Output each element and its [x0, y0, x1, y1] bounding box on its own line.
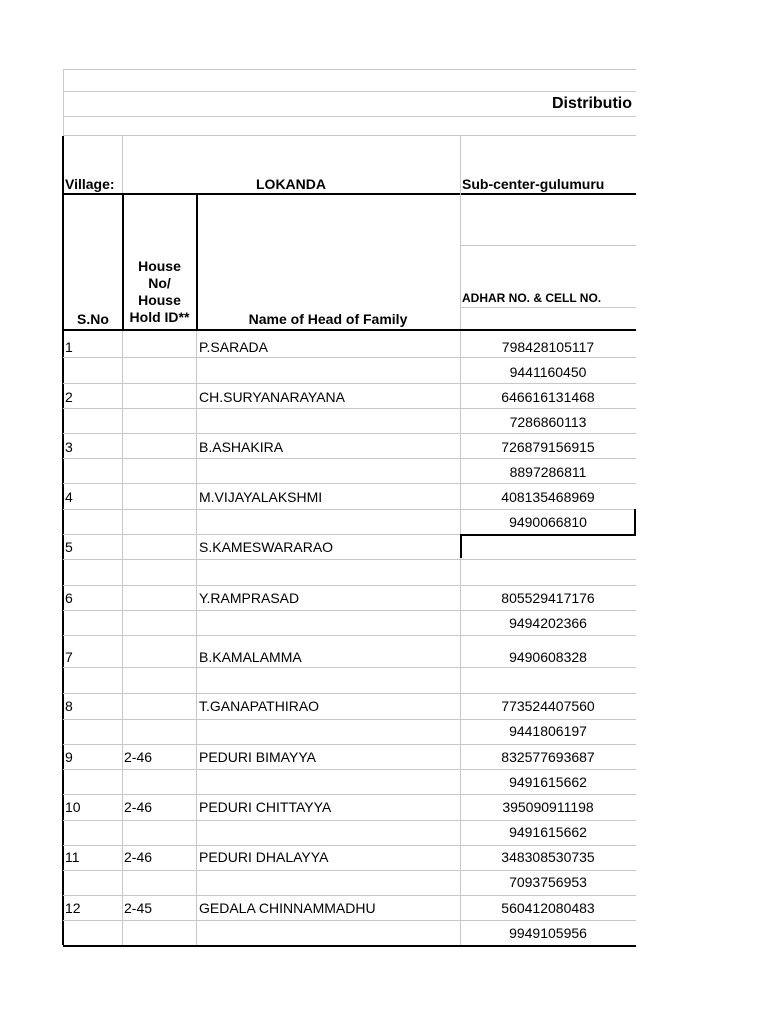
cell-sno: 5	[65, 539, 73, 555]
cell-adhar: 726879156915	[501, 439, 595, 455]
row-border	[63, 744, 636, 745]
row-border	[63, 408, 636, 409]
row-border	[63, 769, 636, 770]
cell-adhar: 646616131468	[501, 389, 595, 405]
row-border	[63, 794, 636, 795]
row-border	[63, 895, 636, 896]
row-border	[63, 693, 636, 694]
cell-adhar: 798428105117	[501, 339, 595, 355]
row-border	[63, 945, 636, 947]
cell-house: 2-46	[124, 749, 153, 765]
cell-adhar: 773524407560	[501, 698, 595, 714]
cell-adhar: 560412080483	[501, 900, 595, 916]
cell-sno: 8	[65, 698, 73, 714]
row-border	[63, 69, 636, 70]
row-border	[63, 91, 636, 92]
cell-sno: 1	[65, 339, 73, 355]
row-border	[63, 433, 636, 434]
col-border	[196, 330, 197, 945]
cell-phone: 8897286811	[509, 464, 587, 480]
row-border	[63, 610, 636, 611]
cell-phone: 7286860113	[509, 414, 587, 430]
cell-phone: 9441806197	[509, 723, 587, 739]
col-border	[122, 330, 123, 945]
village-label: Village:	[65, 176, 115, 192]
cell-sno: 12	[65, 900, 81, 916]
cell-name: P.SARADA	[199, 339, 268, 355]
cell-name: B.KAMALAMMA	[199, 649, 302, 665]
cell-name: T.GANAPATHIRAO	[199, 698, 320, 714]
row-border	[63, 820, 636, 821]
cell-name: S.KAMESWARARAO	[199, 539, 334, 555]
col-border	[460, 330, 461, 945]
cell-name: M.VIJAYALAKSHMI	[199, 489, 323, 505]
cell-name: B.ASHAKIRA	[199, 439, 284, 455]
cell-name: Y.RAMPRASAD	[199, 590, 300, 606]
row-border	[63, 383, 636, 384]
cell-house: 2-46	[124, 799, 153, 815]
row-border	[63, 719, 636, 720]
row-border	[63, 585, 636, 586]
cell-house: 2-45	[124, 900, 153, 916]
row-border	[63, 845, 636, 846]
cell-adhar: 395090911198	[502, 799, 594, 815]
column-header-house: House No/ House Hold ID**	[129, 258, 190, 325]
row-border	[63, 870, 636, 871]
frame-left-top	[63, 69, 64, 136]
cell-sno: 2	[65, 389, 73, 405]
cell-phone: 9949105956	[509, 925, 587, 941]
adhar-subline	[460, 307, 636, 308]
row-border	[63, 357, 636, 358]
row-border	[63, 509, 636, 510]
cell-name: GEDALA CHINNAMMADHU	[199, 900, 376, 916]
cell-phone: 9494202366	[509, 615, 587, 631]
adhar-subline	[460, 245, 636, 246]
cell-sno: 3	[65, 439, 73, 455]
header-border	[63, 193, 636, 195]
cell-name: PEDURI CHITTAYYA	[199, 799, 332, 815]
cell-phone: 9490066810	[509, 514, 587, 530]
header-bottom-border	[63, 329, 636, 331]
row-border	[63, 559, 636, 560]
sheet-title: Distributio	[552, 95, 632, 112]
cell-sno: 9	[65, 749, 73, 765]
col-border	[460, 136, 461, 193]
cell-name: PEDURI BIMAYYA	[199, 749, 316, 765]
cell-adhar: 805529417176	[501, 590, 595, 606]
row-border	[63, 483, 636, 484]
cell-sno: 11	[65, 849, 80, 865]
cell-phone: 9491615662	[509, 824, 587, 840]
row-border	[63, 135, 636, 136]
col-border	[122, 136, 123, 193]
cell-phone: 7093756953	[509, 874, 587, 890]
prev-cell-border	[634, 509, 636, 535]
cell-adhar: 348308530735	[501, 849, 595, 865]
row-border	[63, 667, 636, 668]
cell-sno: 6	[65, 590, 73, 606]
cell-adhar: 832577693687	[501, 749, 595, 765]
col-border-name	[460, 193, 461, 329]
cell-adhar: 408135468969	[501, 489, 595, 505]
frame-left	[62, 136, 64, 945]
column-header-adhar: ADHAR NO. & CELL NO.	[462, 291, 602, 305]
column-header-name: Name of Head of Family	[248, 311, 408, 327]
cell-sno: 4	[65, 489, 73, 505]
village-name: LOKANDA	[256, 176, 326, 192]
empty-adhar-cell-border	[460, 534, 636, 558]
cell-adhar: 9490608328	[509, 649, 587, 665]
row-border	[63, 116, 636, 117]
cell-house: 2-46	[124, 849, 153, 865]
cell-sno: 10	[65, 799, 81, 815]
row-border	[63, 458, 636, 459]
row-border	[63, 920, 636, 921]
column-header-sno: S.No	[77, 311, 109, 327]
cell-phone: 9491615662	[509, 774, 587, 790]
row-border	[63, 635, 636, 636]
cell-name: PEDURI DHALAYYA	[199, 849, 329, 865]
cell-sno: 7	[65, 649, 73, 665]
cell-phone: 9441160450	[509, 364, 587, 380]
cell-name: CH.SURYANARAYANA	[199, 389, 345, 405]
subcenter-label: Sub-center-gulumuru	[462, 176, 605, 192]
